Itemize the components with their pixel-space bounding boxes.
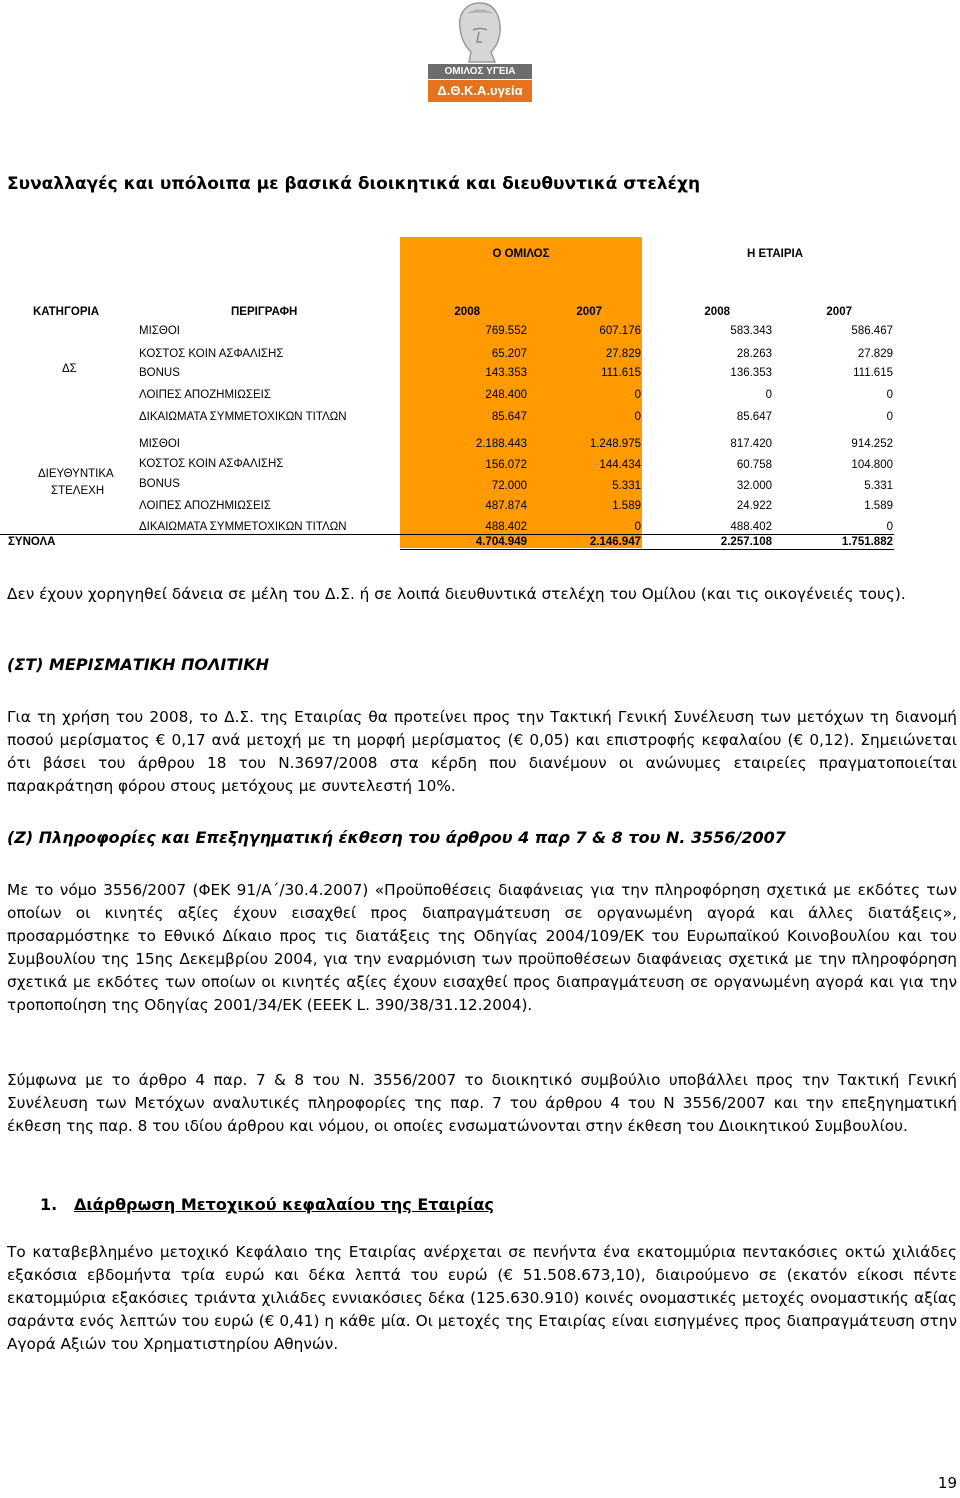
col-company-2007: 2007 (826, 306, 852, 318)
col-description: ΠΕΡΙΓΡΑΦΗ (231, 306, 298, 318)
row-c2008: 28.263 (736, 348, 772, 360)
row-desc: ΔΙΚΑΙΩΜΑΤΑ ΣΥΜΜΕΤΟΧΙΚΩΝ ΤΙΤΛΩΝ (139, 411, 347, 423)
row-desc: ΔΙΚΑΙΩΜΑΤΑ ΣΥΜΜΕΤΟΧΙΚΩΝ ΤΙΤΛΩΝ (139, 521, 347, 533)
totals-g2007: 2.146.947 (589, 536, 641, 548)
row-g2007: 0 (634, 521, 641, 533)
dividend-paragraph: Για τη χρήση του 2008, το Δ.Σ. της Εταιρίας θα προτείνει προς την Τακτική Γενική Συνέλευση των μετόχων τη διανομή ποσού μερίσματος € 0,17 ανά μετοχή με τη μορφή μερίσματος (€ 0,05) και επιστροφής κεφαλαίου (€ 0,12). Σημειώνεται ότι βάσει του άρθρου 18 του Ν.3697/2008 στα κέρδη που διανέμουν οι ανώνυμες εταιρείες πραγματοποιείται παρακράτηση φόρου στους μετόχους με συντελεστή 10%. (7, 708, 957, 795)
compensation-table (0, 0, 960, 560)
col-group-2007: 2007 (576, 306, 602, 318)
row-desc: ΛΟΙΠΕΣ ΑΠΟΖΗΜΙΩΣΕΙΣ (139, 389, 271, 401)
row-desc: BONUS (139, 367, 180, 379)
row-c2007: 0 (886, 411, 893, 423)
row-g2008: 248.400 (485, 389, 527, 401)
share-capital-paragraph: Το καταβεβλημένο μετοχικό Κεφάλαιο της Εταιρίας ανέρχεται σε πενήντα ένα εκατομμύρια πεντακόσιες οκτώ χιλιάδες εξακόσια εβδομήντα τρία ευρώ και δέκα λεπτά του ευρώ (€ 51.508.673,10), διαιρούμενο σε (εκατόν είκοσι πέντε εκατομμύρια εξακόσιες τριάντα χιλιάδες εννιακόσιες δέκα (125.630.910) κοινές ονομαστικές μετοχές ονομαστικής αξίας σαράντα ενός λεπτών του ευρώ (€ 0,41) η κάθε μία. Οι μετοχές της Εταιρίας είναι εισηγμένες προς διαπραγμάτευση στην Αγορά Αξιών του Χρηματιστηρίου Αθηνών. (7, 1243, 957, 1353)
row-g2008: 487.874 (485, 500, 527, 512)
row-desc: ΚΟΣΤΟΣ ΚΟΙΝ ΑΣΦΑΛΙΣΗΣ (139, 458, 284, 470)
col-company-2008: 2008 (704, 306, 730, 318)
row-c2007: 27.829 (857, 348, 893, 360)
category-executives-line2: ΣΤΕΛΕΧΗ (51, 485, 105, 497)
row-c2008: 32.000 (736, 480, 772, 492)
row-c2008: 0 (765, 389, 772, 401)
row-c2008: 488.402 (730, 521, 772, 533)
category-board: ΔΣ (62, 363, 77, 375)
row-g2007: 1.589 (612, 500, 641, 512)
loans-paragraph: Δεν έχουν χορηγηθεί δάνεια σε μέλη του Δ.Σ. ή σε λοιπά διευθυντικά στελέχη του Ομίλου (και τις οικογένειές τους). (7, 585, 906, 603)
row-c2007: 5.331 (864, 480, 893, 492)
row-g2007: 1.248.975 (589, 438, 641, 450)
col-category: ΚΑΤΗΓΟΡΙΑ (33, 306, 100, 318)
row-g2007: 0 (634, 389, 641, 401)
row-g2007: 607.176 (599, 325, 641, 337)
row-c2007: 111.615 (853, 367, 893, 379)
row-g2008: 72.000 (491, 480, 527, 492)
header-group: Ο ΟΜΙΛΟΣ (492, 248, 550, 260)
row-desc: ΜΙΣΘΟΙ (139, 438, 180, 450)
page-number: 19 (937, 1474, 957, 1492)
section-heading: Συναλλαγές και υπόλοιπα με βασικά διοικητικά και διευθυντικά στελέχη (7, 174, 701, 194)
row-c2008: 24.922 (736, 500, 772, 512)
row-g2007: 5.331 (612, 480, 641, 492)
row-c2008: 817.420 (730, 438, 772, 450)
law-3556-paragraph: Με το νόμο 3556/2007 (ΦΕΚ 91/Α΄/30.4.2007) «Προϋποθέσεις διαφάνειας για την πληροφόρηση σχετικά με εκδότες των οποίων οι κινητές αξίες έχουν εισαχθεί προς διαπραγμάτευση σε οργανωμένη αγορά και άλλες διατάξεις», προσαρμόστηκε το Εθνικό Δίκαιο προς τις διατάξεις της Οδηγίας 2004/109/ΕΚ του Ευρωπαϊκού Κοινοβουλίου και του Συμβουλίου της 15ης Δεκεμβρίου 2004, για την εναρμόνιση των προϋποθέσεων διαφάνειας σχετικά με την πληροφόρηση σχετικά με εκδότες των οποίων οι κινητές αξίες έχουν εισαχθεί προς διαπραγμάτευση σε οργανωμένη αγορά και για την τροποποίηση της Οδηγίας 2001/34/ΕΚ (ΕΕΕΚ L. 390/38/31.12.2004). (7, 881, 957, 1014)
row-g2007: 27.829 (605, 348, 641, 360)
col-group-2008: 2008 (454, 306, 480, 318)
row-g2008: 488.402 (485, 521, 527, 533)
row-c2007: 914.252 (851, 438, 893, 450)
row-desc: ΜΙΣΘΟΙ (139, 325, 180, 337)
header-company: Η ΕΤΑΙΡΙΑ (746, 248, 803, 260)
row-c2008: 60.758 (736, 459, 772, 471)
totals-label: ΣΥΝΟΛΑ (8, 536, 56, 548)
heading-number: 1. (40, 1195, 58, 1214)
logo-group-name: ΟΜΙΛΟΣ ΥΓΕΙΑ (428, 64, 532, 79)
row-c2007: 0 (886, 521, 893, 533)
row-g2008: 65.207 (491, 348, 527, 360)
row-g2007: 144.434 (599, 459, 641, 471)
logo-brand-name: Δ.Θ.Κ.Α.υγεία (428, 80, 532, 102)
row-desc: BONUS (139, 478, 180, 490)
row-c2007: 104.800 (851, 459, 893, 471)
row-g2008: 143.353 (485, 367, 527, 379)
row-desc: ΚΟΣΤΟΣ ΚΟΙΝ ΑΣΦΑΛΙΣΗΣ (139, 348, 284, 360)
row-g2008: 769.552 (485, 325, 527, 337)
article-4-paragraph: Σύμφωνα με το άρθρο 4 παρ. 7 & 8 του Ν. 3556/2007 το διοικητικό συμβούλιο υποβάλλει προς την Τακτική Γενική Συνέλευση των Μετόχων αναλυτικές πληροφορίες της παρ. 7 του άρθρου 4 του Ν 3556/2007 και την επεξηγηματική έκθεση της παρ. 8 του ιδίου άρθρου και νόμου, οι οποίες ενσωματώνονται στην έκθεση του Διοικητικού Συμβουλίου. (7, 1071, 957, 1135)
dividend-policy-heading: (ΣΤ) ΜΕΡΙΣΜΑΤΙΚΗ ΠΟΛΙΤΙΚΗ (7, 655, 270, 674)
row-g2008: 156.072 (485, 459, 527, 471)
totals-underline (400, 549, 894, 550)
row-c2007: 1.589 (864, 500, 893, 512)
row-c2007: 586.467 (851, 325, 893, 337)
row-g2007: 111.615 (601, 367, 641, 379)
totals-c2008: 2.257.108 (720, 536, 772, 548)
category-executives: ΔΙΕΥΘΥΝΤΙΚΑ (38, 468, 114, 480)
row-c2007: 0 (886, 389, 893, 401)
disclosure-heading: (Ζ) Πληροφορίες και Επεξηγηματική έκθεση του άρθρου 4 παρ 7 & 8 του Ν. 3556/2007 (7, 828, 786, 847)
row-c2008: 85.647 (736, 411, 772, 423)
heading-text: Διάρθρωση Μετοχικού κεφαλαίου της Εταιρίας (74, 1195, 494, 1214)
row-g2007: 0 (634, 411, 641, 423)
row-g2008: 85.647 (491, 411, 527, 423)
share-capital-heading (40, 1195, 494, 1214)
totals-c2007: 1.751.882 (841, 536, 893, 548)
row-desc: ΛΟΙΠΕΣ ΑΠΟΖΗΜΙΩΣΕΙΣ (139, 500, 271, 512)
row-c2008: 136.353 (730, 367, 772, 379)
row-c2008: 583.343 (730, 325, 772, 337)
totals-g2008: 4.704.949 (475, 536, 527, 548)
row-g2008: 2.188.443 (475, 438, 527, 450)
